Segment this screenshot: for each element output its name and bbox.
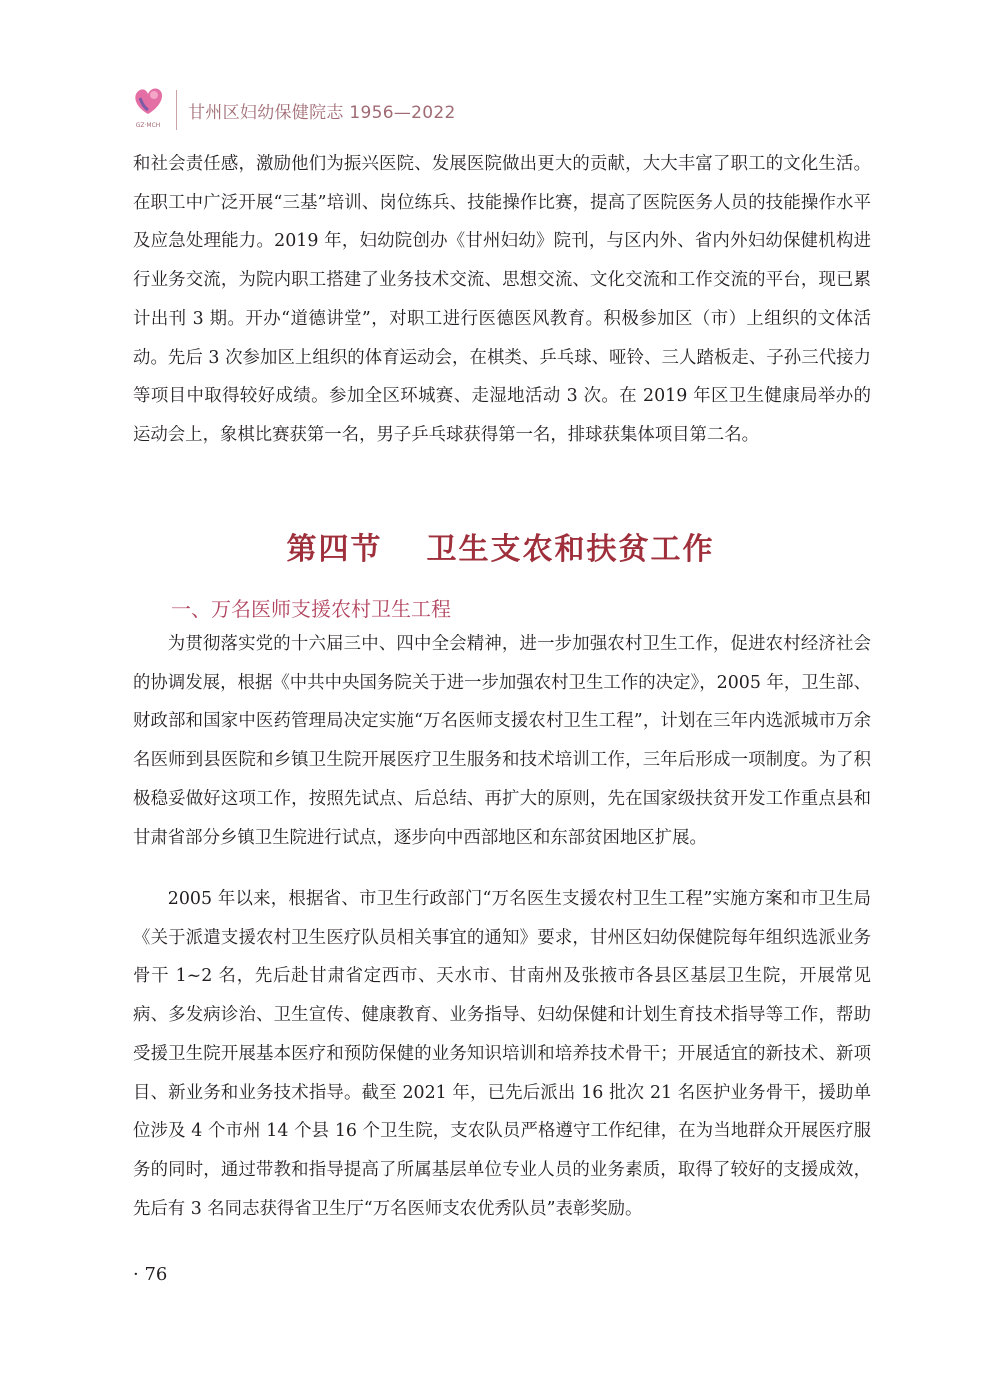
- section-title: 卫生支农和扶贫工作: [426, 532, 715, 567]
- hospital-logo-icon: [128, 84, 168, 130]
- book-title: 甘州区妇幼保健院志 1956—2022: [188, 103, 456, 123]
- logo-text: GZ·MCH: [135, 122, 161, 129]
- subsection-body-continued: [133, 880, 871, 1228]
- paragraph-cultural-life: 和社会责任感，激励他们为振兴医院、发展医院做出更大的贡献，大大丰富了职工的文化生活。在职工中广泛开展“三基”培训、岗位练兵、技能操作比赛，提高了医院医务人员的技能操作水平及应急处理能力。2019 年，妇幼院创办《甘州妇幼》院刊，与区内外、省内外妇幼保健机构进行业务交流，为院内职工搭建了业务技术交流、思想交流、文化交流和工作交流的平台，现已累计出刊 3 期。开办“道德讲堂”，对职工进行医德医风教育。积极参加区（市）上组织的文体活动。先后 3 次参加区上组织的体育运动会，在棋类、乒乓球、哑铃、三人踏板走、子孙三代接力等项目中取得较好成绩。参加全区环城赛、走湿地活动 3 次。在 2019 年区卫生健康局举办的运动会上，象棋比赛获第一名，男子乒乓球获得第一名，排球获集体项目第二名。: [133, 154, 871, 445]
- body-text: [133, 145, 871, 455]
- subsection-body: [133, 625, 871, 857]
- header-divider: [176, 90, 177, 130]
- page-header: [128, 84, 528, 134]
- paragraph-hospital-support: 2005 年以来，根据省、市卫生行政部门“万名医生支援农村卫生工程”实施方案和市卫生局《关于派遣支援农村卫生医疗队员相关事宜的通知》要求，甘州区妇幼保健院每年组织选派业务骨干 1~2 名，先后赴甘肃省定西市、天水市、甘南州及张掖市各县区基层卫生院，开展常见病、多发病诊治、卫生宣传、健康教育、业务指导、妇幼保健和计划生育技术指导等工作，帮助受援卫生院开展基本医疗和预防保健的业务知识培训和培养技术骨干；开展适宜的新技术、新项目、新业务和业务技术指导。截至 2021 年，已先后派出 16 批次 21 名医护业务骨干，援助单位涉及 4 个市州 14 个县 16 个卫生院，支农队员严格遵守工作纪律，在为当地群众开展医疗服务的同时，通过带教和指导提高了所属基层单位专业人员的业务素质，取得了较好的支援成效，先后有 3 名同志获得省卫生厅“万名医师支农优秀队员”表彰奖励。: [133, 889, 871, 1219]
- page-number: · 76: [133, 1264, 168, 1285]
- subsection-heading: 一、万名医师支援农村卫生工程: [171, 597, 451, 621]
- section-heading: [0, 524, 1001, 568]
- paragraph-policy-background: 为贯彻落实党的十六届三中、四中全会精神，进一步加强农村卫生工作，促进农村经济社会的协调发展，根据《中共中央国务院关于进一步加强农村卫生工作的决定》，2005 年，卫生部、财政部和国家中医药管理局决定实施“万名医师支援农村卫生工程”，计划在三年内选派城市万余名医师到县医院和乡镇卫生院开展医疗卫生服务和技术培训工作，三年后形成一项制度。为了积极稳妥做好这项工作，按照先试点、后总结、再扩大的原则，先在国家级扶贫开发工作重点县和甘肃省部分乡镇卫生院进行试点，逐步向中西部地区和东部贫困地区扩展。: [133, 634, 871, 848]
- section-number: 第四节: [286, 532, 383, 567]
